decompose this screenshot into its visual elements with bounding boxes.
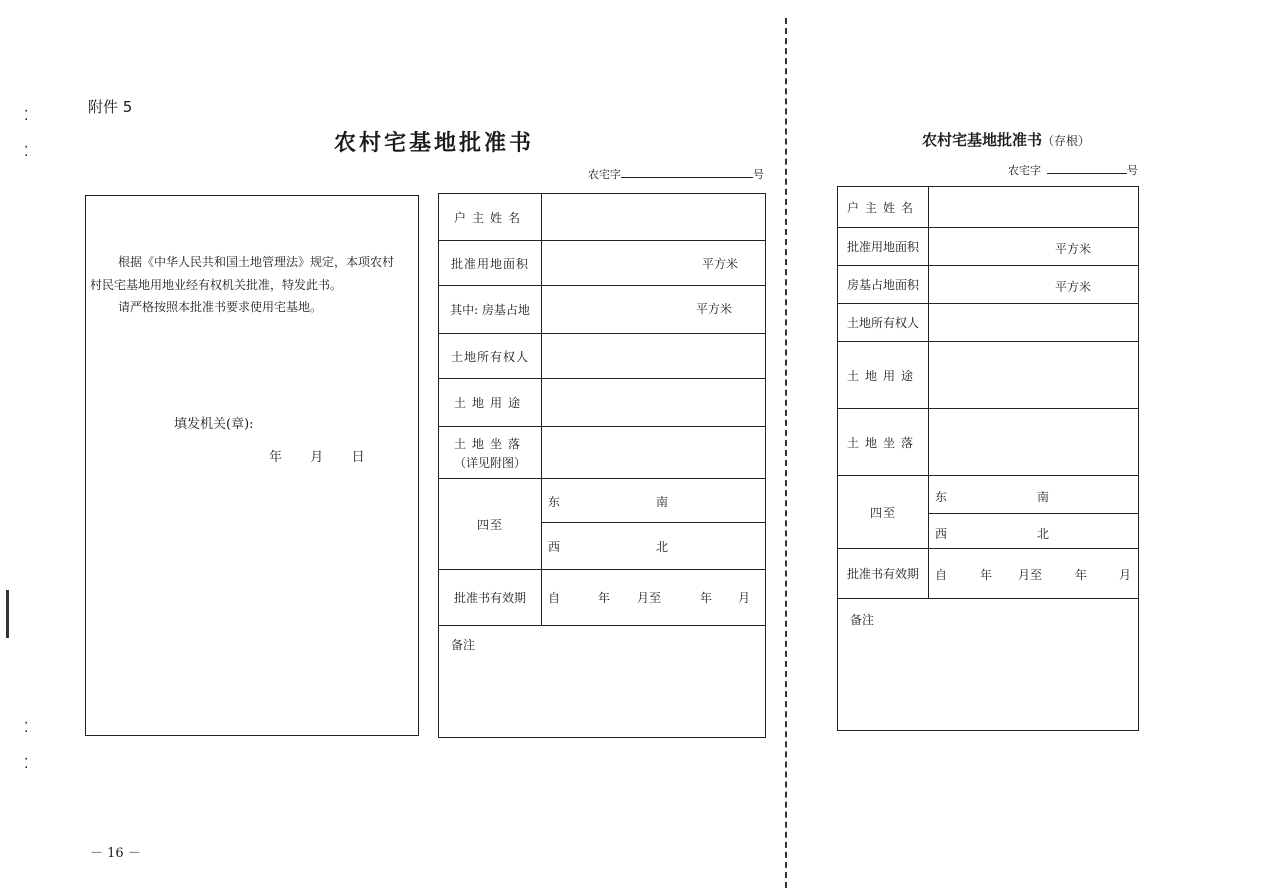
table-row [838,599,1139,731]
stub-validity-from: 自 [935,568,948,582]
building-area-label: 其中: 房基占地 [439,286,542,334]
land-location-title: 土地坐落 [453,436,526,451]
approved-area-label: 批准用地面积 [439,241,542,286]
table-row [439,286,766,334]
scan-mark: ⁚ [24,144,29,160]
boundaries-label: 四至 [439,479,542,570]
land-location-field[interactable] [542,427,766,479]
building-area-field[interactable] [542,286,766,334]
householder-field[interactable] [542,194,766,241]
land-usage-field[interactable] [542,379,766,427]
main-approval-form [438,193,766,738]
usage-instruction: 请严格按照本批准书要求使用宅基地。 [118,300,323,314]
stub-building-area-unit: 平方米 [1055,280,1092,294]
stub-validity-year-start: 年 [980,568,993,582]
scan-mark: ⁚ [24,108,29,124]
stub-validity-month-end: 月 [1119,568,1132,582]
scan-mark: ⁚ [24,756,29,772]
stub-approved-area-field[interactable] [929,228,1139,266]
table-row [439,570,766,626]
table-row [439,194,766,241]
boundary-east-south-field[interactable] [542,479,766,523]
validity-year-start: 年 [598,591,611,605]
date-year: 年 [269,450,283,465]
stub-validity-year-end: 年 [1075,568,1088,582]
validity-field[interactable] [542,570,766,626]
table-row [439,626,766,738]
validity-month-start: 月至 [637,591,662,605]
table-row [838,549,1139,599]
date-month: 月 [310,450,324,465]
stub-title-note: （存根） [1042,134,1091,148]
table-row [838,228,1139,266]
remarks-label: 备注 [451,638,476,652]
boundary-west-label: 西 [548,540,561,554]
stub-householder-field[interactable] [929,187,1139,228]
stub-boundary-west-north-field[interactable] [929,514,1139,549]
stub-land-owner-field[interactable] [929,304,1139,342]
scan-mark: ⁚ [24,720,29,736]
table-row [838,476,1139,514]
approved-area-field[interactable] [542,241,766,286]
boundary-south-label: 南 [656,495,669,509]
land-owner-label: 土地所有权人 [439,334,542,379]
table-row [838,409,1139,476]
stub-boundary-south-label: 南 [1037,490,1050,504]
boundary-west-north-field[interactable] [542,523,766,570]
doc-number-suffix: 号 [753,168,764,181]
validity-month-end: 月 [738,591,751,605]
stub-validity-field[interactable] [929,549,1139,599]
stub-approved-area-unit: 平方米 [1055,242,1092,256]
stub-householder-label: 户主姓名 [838,187,929,228]
table-row [439,427,766,479]
cut-line [785,18,787,888]
doc-number-prefix: 农宅字 [588,168,621,181]
stub-land-location-label: 土地坐落 [838,409,929,476]
table-row [439,334,766,379]
stub-land-usage-label: 土地用途 [838,342,929,409]
scan-mark [6,590,9,638]
stub-remarks-field[interactable] [838,599,1139,731]
land-location-label [439,427,542,479]
land-location-note: （详见附图） [453,455,526,470]
stub-land-owner-label: 土地所有权人 [838,304,929,342]
stub-land-usage-field[interactable] [929,342,1139,409]
boundary-north-label: 北 [656,540,669,554]
land-owner-field[interactable] [542,334,766,379]
stub-boundary-west-label: 西 [935,527,948,541]
attachment-label: 附件 5 [88,98,133,116]
issuer-label: 填发机关(章): [174,417,254,432]
stub-building-area-field[interactable] [929,266,1139,304]
building-area-unit: 平方米 [696,302,733,316]
stub-building-area-label: 房基占地面积 [838,266,929,304]
table-row [838,187,1139,228]
stub-approved-area-label: 批准用地面积 [838,228,929,266]
table-row [439,379,766,427]
householder-label: 户主姓名 [439,194,542,241]
table-row [838,266,1139,304]
approval-paragraph-line2: 村民宅基地用地业经有权机关批准，特发此书。 [90,278,343,292]
date-day: 日 [351,450,365,465]
stub-remarks-label: 备注 [850,613,875,627]
remarks-field[interactable] [439,626,766,738]
validity-year-end: 年 [700,591,713,605]
stub-validity-month-start: 月至 [1018,568,1043,582]
validity-label: 批准书有效期 [439,570,542,626]
stub-boundaries-label: 四至 [838,476,929,549]
land-usage-label: 土地用途 [439,379,542,427]
stub-approval-form [837,186,1139,731]
page-number: － 16 － [90,846,141,861]
table-row [838,342,1139,409]
validity-from: 自 [548,591,561,605]
boundary-east-label: 东 [548,495,561,509]
stub-doc-number-blank[interactable] [1047,173,1127,174]
doc-number-blank[interactable] [621,177,753,178]
page-title: 农村宅基地批准书 [334,130,535,156]
table-row [439,479,766,523]
stub-validity-label: 批准书有效期 [838,549,929,599]
stub-title-main: 农村宅基地批准书 [922,131,1043,149]
approved-area-unit: 平方米 [702,257,739,271]
approval-paragraph-line1: 根据《中华人民共和国土地管理法》规定，本项农村 [118,255,395,269]
table-row [838,304,1139,342]
stub-doc-number [1008,162,1138,178]
stub-boundary-north-label: 北 [1037,527,1050,541]
table-row [439,241,766,286]
stub-boundary-east-south-field[interactable] [929,476,1139,514]
doc-number [588,166,764,182]
stub-title [922,129,1090,150]
issue-date [269,446,365,465]
stub-doc-number-prefix: 农宅字 [1008,164,1041,177]
stub-doc-number-suffix: 号 [1127,164,1138,177]
stub-land-location-field[interactable] [929,409,1139,476]
approval-text-panel [85,195,419,736]
stub-boundary-east-label: 东 [935,490,948,504]
